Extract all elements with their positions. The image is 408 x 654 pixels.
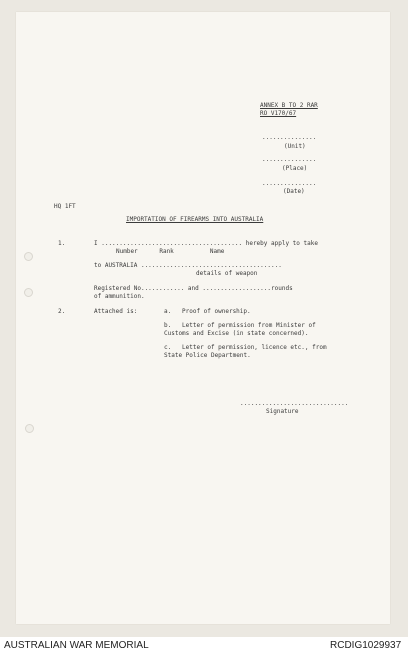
destination-line: to AUSTRALIA ....................................... — [94, 262, 282, 269]
signature-dots: .............................. — [240, 400, 349, 407]
unit-dots: ............... — [262, 134, 317, 141]
item-2c-line1: c. Letter of permission, licence etc., from — [164, 344, 327, 351]
item-2c-line2: State Police Department. — [164, 352, 251, 359]
punch-hole — [24, 252, 33, 261]
annex-reference: ANNEX B TO 2 RAR — [260, 102, 318, 109]
footer-attribution: AUSTRALIAN WAR MEMORIAL — [4, 640, 149, 651]
item-2b-line2: Customs and Excise (in state concerned). — [164, 330, 309, 337]
date-dots: ............... — [262, 180, 317, 187]
document-page — [16, 12, 390, 624]
item-2-number: 2. — [58, 308, 66, 315]
hq-reference: HQ 1FT — [54, 203, 76, 210]
place-dots: ............... — [262, 156, 317, 163]
item-2a-letter: a. — [164, 308, 172, 315]
weapon-details-label: details of weapon — [196, 270, 258, 277]
place-label: (Place) — [282, 165, 308, 172]
applicant-sublabels: Number Rank Name — [116, 248, 225, 255]
registered-number-line: Registered No............ and ...................rounds — [94, 285, 293, 292]
unit-label: (Unit) — [284, 143, 306, 150]
form-title: IMPORTATION OF FIREARMS INTO AUSTRALIA — [126, 216, 264, 223]
punch-hole — [24, 288, 33, 297]
item-1-number: 1. — [58, 240, 66, 247]
item-2b-line1: b. Letter of permission from Minister of — [164, 322, 316, 329]
date-label: (Date) — [283, 188, 305, 195]
annex-ro-number: RO V170/67 — [260, 110, 297, 117]
footer-catalogue-id: RCDIG1029937 — [330, 640, 402, 651]
attached-label: Attached is: — [94, 308, 138, 315]
punch-hole — [25, 424, 34, 433]
ammunition-line: of ammunition. — [94, 293, 145, 300]
signature-label: Signature — [266, 408, 299, 415]
applicant-line: I ....................................... hereby apply to take — [94, 240, 318, 247]
item-2a-text: Proof of ownership. — [182, 308, 251, 315]
